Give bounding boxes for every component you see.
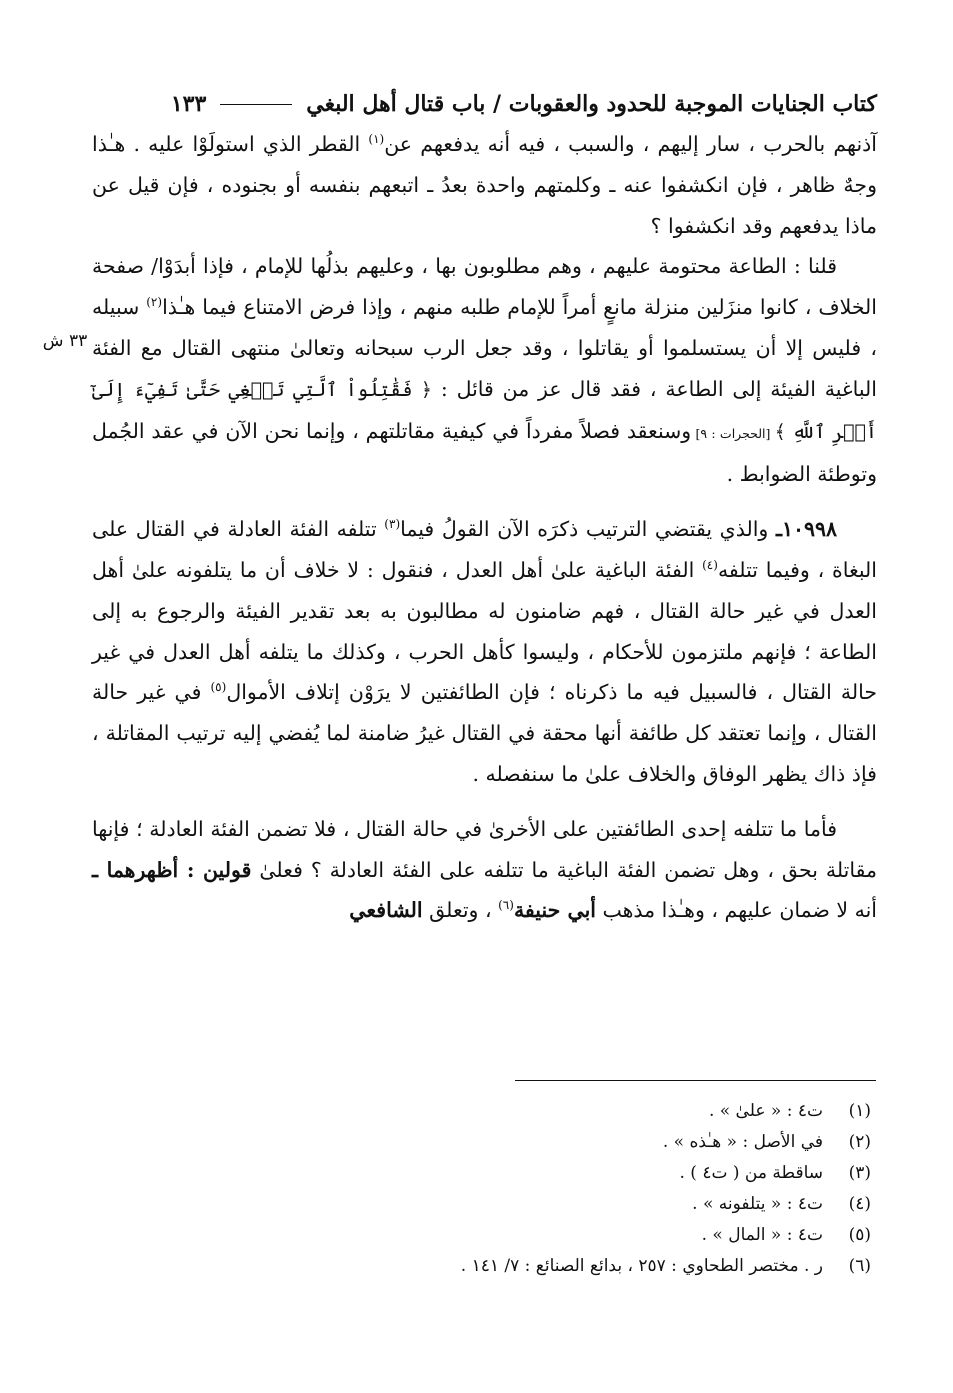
text-run: قلنا : الطاعة محتومة عليهم ، وهم مطلوبون بها ، وعليهم بذلُها للإمام ، فإذا أبدَوْا/ صفحة الخلاف ، كانوا منزَلين منزلة مانعٍ أمراً للإمام طلبه منهم ، وإذا فرض الامتناع فيما هـٰذا — [92, 254, 878, 320]
footnote-text: في الأصل : « هـٰذه » . — [662, 1132, 823, 1152]
paragraph-4 — [92, 809, 877, 931]
paragraph-3 — [92, 509, 877, 795]
margin-folio-note: ٣٣ ش — [42, 331, 88, 351]
footnote-number: (٥) — [848, 1225, 871, 1245]
footnote-number: (١) — [848, 1101, 871, 1121]
footnote-item — [92, 1127, 877, 1158]
footnotes — [92, 1096, 877, 1282]
bold-term: قولين : أظهرهما ـ — [92, 857, 252, 882]
text-run: والذي يقتضي الترتيب ذكرَه الآن القولُ فيما — [400, 517, 776, 542]
main-text — [92, 124, 877, 931]
text-run: سبيله ، فليس إلا أن يستسلموا أو يقاتلوا ، وقد جعل الرب سبحانه وتعالىٰ منتهى القتال مع الفئة الباغية الفيئة إلى الطاعة ، فقد قال عز من قائل : — [92, 295, 877, 401]
footnote-ref[interactable]: (٢) — [146, 295, 163, 310]
quran-verse: ﴿ فَقَٰتِلُواْ ٱلَّتِي تَبۡغِي حَتَّىٰ تَفِيٓءَ إِلَىٰٓ أَمۡرِ ٱللَّهِ ﴾ — [92, 378, 877, 443]
footnote-ref[interactable]: (٣) — [384, 517, 401, 532]
text-run: تتلفه الفئة العادلة في القتال على البغاة ، وفيما تتلفه — [92, 517, 877, 582]
footnote-text: ت٤ : « يتلفونه » . — [692, 1194, 823, 1214]
text-run: في غير حالة القتال ، وإنما تعتقد كل طائفة أنها محقة في القتال غيرُ ضامنة لما يُفضي إليه ترتيب المقاتلة ، فإذ ذاك يظهر الوفاق والخلاف علىٰ ما سنفصله . — [92, 680, 877, 786]
text-run: فأما ما تتلفه إحدى الطائفتين على الأخرىٰ في حالة القتال ، فلا تضمن الفئة العادلة ؛ فإنها مقاتلة بحق ، وهل تضمن الفئة الباغية ما تتلفه على الفئة العادلة ؟ فعلىٰ — [92, 816, 877, 882]
footnote-number: (٢) — [848, 1132, 871, 1152]
footnote-ref[interactable]: (٤) — [702, 558, 718, 573]
footnote-text: ت٤ : « المال » . — [701, 1225, 823, 1245]
header-rule — [220, 104, 292, 105]
running-header — [120, 84, 877, 124]
footnote-text: ر . مختصر الطحاوي : ٢٥٧ ، بدائع الصنائع : ٧/ ١٤١ . — [460, 1256, 823, 1276]
text-run: أنه لا ضمان عليهم ، وهـٰذا مذهب — [595, 898, 877, 923]
text-run: آذنهم بالحرب ، سار إليهم ، والسبب ، فيه أنه يدفعهم عن — [384, 132, 878, 156]
footnote-ref[interactable]: (٥) — [210, 680, 227, 695]
footnote-separator — [515, 1080, 876, 1081]
text-run: القطر الذي استولَوْا عليه . هـٰذا وجهٌ ظاهر ، فإن انكشفوا عنه ـ وكلمتهم واحدة بعدُ ـ اتبعهم بنفسه أو بجنوده ، فإن قيل عن ماذا يدفعهم وقد انكشفوا ؟ — [92, 132, 877, 238]
footnote-item — [92, 1096, 877, 1127]
text-run: ، وتعلق — [422, 898, 499, 923]
bold-name: أبي حنيفة — [513, 898, 596, 923]
footnote-item — [92, 1189, 877, 1220]
footnote-text: ساقطة من ( ت٤ ) . — [679, 1163, 823, 1183]
issue-number: ١٠٩٩٨ـ — [775, 517, 838, 542]
footnote-item — [92, 1158, 877, 1189]
footnote-number: (٤) — [848, 1194, 871, 1214]
bold-name: الشافعي — [349, 898, 423, 923]
verse-reference: [الحجرات : ٩] — [691, 425, 775, 441]
footnote-text: ت٤ : « علىٰ » . — [708, 1101, 823, 1121]
paragraph-1 — [92, 124, 877, 246]
paragraph-2 — [92, 246, 877, 495]
footnote-item — [92, 1251, 877, 1282]
footnote-item — [92, 1220, 877, 1251]
footnote-number: (٦) — [848, 1256, 871, 1276]
footnote-ref[interactable]: (١) — [368, 132, 385, 147]
header-title: كتاب الجنايات الموجبة للحدود والعقوبات / باب قتال أهل البغي — [306, 91, 877, 117]
footnote-ref[interactable]: (٦) — [498, 898, 514, 913]
text-run: الفئة الباغية علىٰ أهل العدل ، فنقول : لا خلاف أن ما يتلفونه علىٰ أهل العدل في غير حالة القتال ، فهم ضامنون له مطالبون به بعد تقدير الفيئة والرجوع به إلى الطاعة ؛ فإنهم ملتزمون للأحكام ، وليسوا كأهل الحرب ، وكذلك ما يتلفه أهل العدل في غير حالة القتال ، فالسبيل فيه ما ذكرناه ؛ فإن الطائفتين لا يرَوْن إتلاف الأموال — [92, 557, 877, 705]
text-run: وسنعقد فصلاً مفرداً في كيفية مقاتلتهم ، وإنما نحن الآن في عقد الجُمل وتوطئة الضوابط . — [92, 418, 877, 487]
footnote-number: (٣) — [848, 1163, 871, 1183]
page-number: ١٣٣ — [170, 91, 207, 117]
